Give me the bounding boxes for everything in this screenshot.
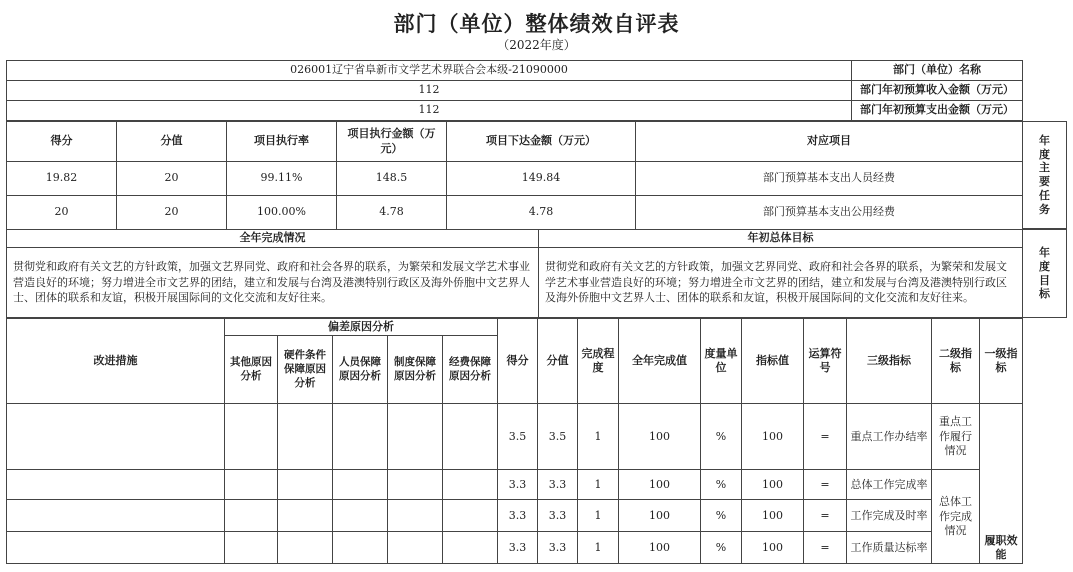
task-row-1-executed: 148.5 [337, 162, 447, 196]
ind-header-score: 得分 [498, 319, 538, 404]
task-header-rate: 项目执行率 [227, 122, 337, 162]
ind-row-2-operator: = [804, 470, 847, 500]
task-row-2-executed: 4.78 [337, 196, 447, 230]
task-header-score: 得分 [7, 122, 117, 162]
ind-header-level2: 二级指标 [932, 319, 980, 404]
ind-row-1-target: 100 [742, 404, 804, 470]
ind-row-2-completion: 1 [578, 470, 619, 500]
ind-row-3-actual: 100 [619, 500, 701, 532]
ind-row-1-measures [7, 404, 225, 470]
ind-header-deviation: 偏差原因分析 [225, 319, 498, 336]
ind-row-1-level3: 重点工作办结率 [847, 404, 932, 470]
task-row-1-rate: 99.11% [227, 162, 337, 196]
task-row-1-score: 19.82 [7, 162, 117, 196]
ind-row-4-dev-staff [333, 532, 388, 564]
ind-row-1-level2: 重点工作履行情况 [932, 404, 980, 470]
ind-row-4-completion: 1 [578, 532, 619, 564]
ind-row-3-unit: % [701, 500, 742, 532]
ind-row-3-dev-staff [333, 500, 388, 532]
ind-row-3-target: 100 [742, 500, 804, 532]
ind-header-actual: 全年完成值 [619, 319, 701, 404]
ind-row-1-dev-other [225, 404, 278, 470]
task-row-2-project: 部门预算基本支出公用经费 [636, 196, 1023, 230]
dept-name-value: 026001辽宁省阜新市文学艺术界联合会本级-21090000 [7, 61, 852, 81]
ind-row-1-dev-hardware [278, 404, 333, 470]
ind-header-dev-other: 其他原因分析 [225, 336, 278, 404]
ind-row-2-points: 3.3 [538, 470, 578, 500]
task-row-2-issued: 4.78 [447, 196, 636, 230]
ind-header-target: 指标值 [742, 319, 804, 404]
ind-row-1-unit: % [701, 404, 742, 470]
page-subtitle: （2022年度） [497, 38, 576, 52]
ind-header-points: 分值 [538, 319, 578, 404]
ind-row-1-completion: 1 [578, 404, 619, 470]
ind-row-4-unit: % [701, 532, 742, 564]
done-header: 全年完成情况 [7, 230, 539, 248]
ind-header-dev-system: 制度保障原因分析 [388, 336, 443, 404]
ind-row-4-target: 100 [742, 532, 804, 564]
ind-row-4-operator: = [804, 532, 847, 564]
task-row-2-rate: 100.00% [227, 196, 337, 230]
ind-row-4-dev-other [225, 532, 278, 564]
ind-header-measures: 改进措施 [7, 319, 225, 404]
expense-value: 112 [7, 101, 852, 121]
ind-row-2-dev-funding [443, 470, 498, 500]
dept-name-label: 部门（单位）名称 [852, 61, 1023, 81]
ind-row-2-dev-other [225, 470, 278, 500]
ind-row-4-dev-system [388, 532, 443, 564]
ind-row-2-level3: 总体工作完成率 [847, 470, 932, 500]
expense-label: 部门年初预算支出金额（万元） [852, 101, 1023, 121]
ind-row-3-dev-funding [443, 500, 498, 532]
ind-header-dev-staff: 人员保障原因分析 [333, 336, 388, 404]
ind-row-3-score: 3.3 [498, 500, 538, 532]
ind-header-dev-hardware: 硬件条件保障原因分析 [278, 336, 333, 404]
ind-row-2-dev-staff [333, 470, 388, 500]
ind-row-3-completion: 1 [578, 500, 619, 532]
goal-text: 贯彻党和政府有关文艺的方针政策，加强文艺界同党、政府和社会各界的联系，为繁荣和发展文学艺术事业营造良好的环境；努力增进全市文艺界的团结，建立和发展与台湾及港澳特别行政区及海外侨胞中文艺界人士、团体的联系和友谊，积极开展国际间的文化交流和友好往来。 [539, 248, 1023, 318]
ind-row-4-level3: 工作质量达标率 [847, 532, 932, 564]
ind-row-4-dev-hardware [278, 532, 333, 564]
ind-row-2-level2: 总体工作完成情况 [932, 470, 980, 564]
ind-row-3-level3: 工作完成及时率 [847, 500, 932, 532]
ind-row-4-measures [7, 532, 225, 564]
ind-row-2-dev-system [388, 470, 443, 500]
ind-row-3-dev-hardware [278, 500, 333, 532]
ind-row-1-points: 3.5 [538, 404, 578, 470]
ind-row-3-points: 3.3 [538, 500, 578, 532]
tasks-goals-table [6, 121, 1023, 318]
task-row-1-issued: 149.84 [447, 162, 636, 196]
ind-header-completion: 完成程度 [578, 319, 619, 404]
ind-level1: 履职效能 [980, 404, 1023, 564]
ind-row-3-measures [7, 500, 225, 532]
revenue-value: 112 [7, 81, 852, 101]
done-text: 贯彻党和政府有关文艺的方针政策，加强文艺界同党、政府和社会各界的联系，为繁荣和发展文学艺术事业营造良好的环境；努力增进全市文艺界的团结，建立和发展与台湾及港澳特别行政区及海外侨胞中文艺界人士、团体的联系和友谊，积极开展国际间的文化交流和友好往来。 [7, 248, 539, 318]
ind-header-operator: 运算符号 [804, 319, 847, 404]
ind-header-level1: 一级指标 [980, 319, 1023, 404]
summary-table [6, 60, 1023, 121]
ind-row-4-points: 3.3 [538, 532, 578, 564]
ind-row-2-target: 100 [742, 470, 804, 500]
ind-row-1-dev-system [388, 404, 443, 470]
ind-header-level3: 三级指标 [847, 319, 932, 404]
task-header-project: 对应项目 [636, 122, 1023, 162]
ind-row-4-actual: 100 [619, 532, 701, 564]
ind-header-unit: 度量单位 [701, 319, 742, 404]
ind-row-2-dev-hardware [278, 470, 333, 500]
goal-header: 年初总体目标 [539, 230, 1023, 248]
ind-row-1-operator: = [804, 404, 847, 470]
ind-row-2-measures [7, 470, 225, 500]
page-title: 部门（单位）整体绩效自评表 [393, 11, 680, 36]
ind-row-1-dev-funding [443, 404, 498, 470]
ind-row-2-actual: 100 [619, 470, 701, 500]
ind-row-3-operator: = [804, 500, 847, 532]
ind-header-dev-funding: 经费保障原因分析 [443, 336, 498, 404]
task-header-issued: 项目下达金额（万元） [447, 122, 636, 162]
ind-row-4-dev-funding [443, 532, 498, 564]
task-header-points: 分值 [117, 122, 227, 162]
indicators-table [6, 318, 1023, 564]
ind-row-2-score: 3.3 [498, 470, 538, 500]
revenue-label: 部门年初预算收入金额（万元） [852, 81, 1023, 101]
ind-row-4-score: 3.3 [498, 532, 538, 564]
task-row-2-score: 20 [7, 196, 117, 230]
ind-row-1-actual: 100 [619, 404, 701, 470]
ind-row-2-unit: % [701, 470, 742, 500]
task-header-executed: 项目执行金额（万元） [337, 122, 447, 162]
side-label-tasks: 年度主要任务 [1022, 121, 1067, 229]
ind-row-1-score: 3.5 [498, 404, 538, 470]
task-row-1-points: 20 [117, 162, 227, 196]
side-label-goals: 年度目标 [1022, 229, 1067, 318]
task-row-1-project: 部门预算基本支出人员经费 [636, 162, 1023, 196]
ind-row-3-dev-other [225, 500, 278, 532]
ind-row-3-dev-system [388, 500, 443, 532]
ind-row-1-dev-staff [333, 404, 388, 470]
task-row-2-points: 20 [117, 196, 227, 230]
